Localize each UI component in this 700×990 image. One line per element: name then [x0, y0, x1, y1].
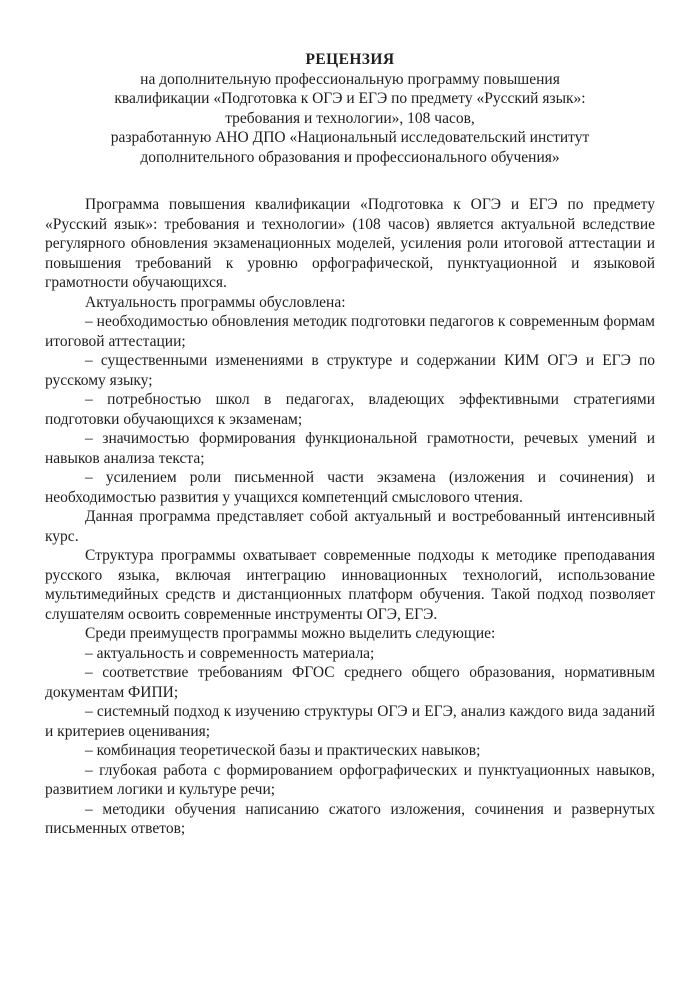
paragraph: Среди преимуществ программы можно выделить следующие: [85, 625, 496, 642]
paragraph: Актуальность программы обусловлена: [85, 293, 346, 311]
subtitle-line: требования и технологии», 108 часов, [225, 109, 475, 127]
subtitle-line: дополнительного образования и профессионального обучения» [140, 148, 560, 166]
paragraph: – усилением роли письменной части экзамена (изложения и сочинения) и необходимостью развития у учащихся компетенций смыслового чтения. [45, 469, 655, 506]
paragraph: – соответствие требованиям ФГОС среднего общего образования, нормативным документам ФИПИ; [45, 664, 655, 701]
document-header [45, 50, 655, 167]
paragraph: – системный подход к изучению структуры ОГЭ и ЕГЭ, анализ каждого вида заданий и критериев оценивания; [45, 703, 655, 740]
paragraph: – существенными изменениями в структуре и содержании КИМ ОГЭ и ЕГЭ по русскому языку; [45, 352, 655, 389]
document-body [45, 195, 655, 839]
paragraph: Данная программа представляет собой актуальный и востребованный интенсивный курс. [45, 508, 655, 545]
subtitle-line: квалификации «Подготовка к ОГЭ и ЕГЭ по предмету «Русский язык»: [114, 90, 586, 107]
subtitle-line: разработанную АНО ДПО «Национальный исследовательский институт [110, 129, 590, 146]
paragraph: – необходимостью обновления методик подготовки педагогов к современным формам итоговой аттестации; [45, 313, 655, 350]
paragraph: – потребностью школ в педагогах, владеющих эффективными стратегиями подготовки обучающихся к экзаменам; [45, 391, 655, 428]
paragraph: Структура программы охватывает современные подходы к методике преподавания русского языка, включая интеграцию инновационных технологий, использование мультимедийных средств и дистанционных платформ обучения. Такой подход позволяет слушателям освоить современные инструменты ОГЭ, ЕГЭ. [45, 547, 655, 623]
paragraph: – глубокая работа с формированием орфографических и пунктуационных навыков, развитием логики и культуре речи; [45, 761, 655, 798]
paragraph: – актуальность и современность материала; [85, 644, 375, 662]
subtitle-line: на дополнительную профессиональную программу повышения [140, 70, 560, 88]
paragraph: – методики обучения написанию сжатого изложения, сочинения и развернутых письменных ответов; [45, 800, 655, 837]
document-subtitle [45, 70, 655, 168]
document-title: РЕЦЕНЗИЯ [305, 51, 395, 68]
paragraph: – комбинация теоретической базы и практических навыков; [85, 742, 481, 759]
paragraph: – значимостью формирования функциональной грамотности, речевых умений и навыков анализа текста; [45, 430, 655, 467]
paragraph: Программа повышения квалификации «Подготовка к ОГЭ и ЕГЭ по предмету «Русский язык»: требования и технологии» (108 часов) является актуальной вследствие регулярного обновления экзаменационных моделей, усиления роли итоговой аттестации и повышения требований к уровню орфографической, пунктуационной и языковой грамотности обучающихся. [45, 196, 655, 291]
